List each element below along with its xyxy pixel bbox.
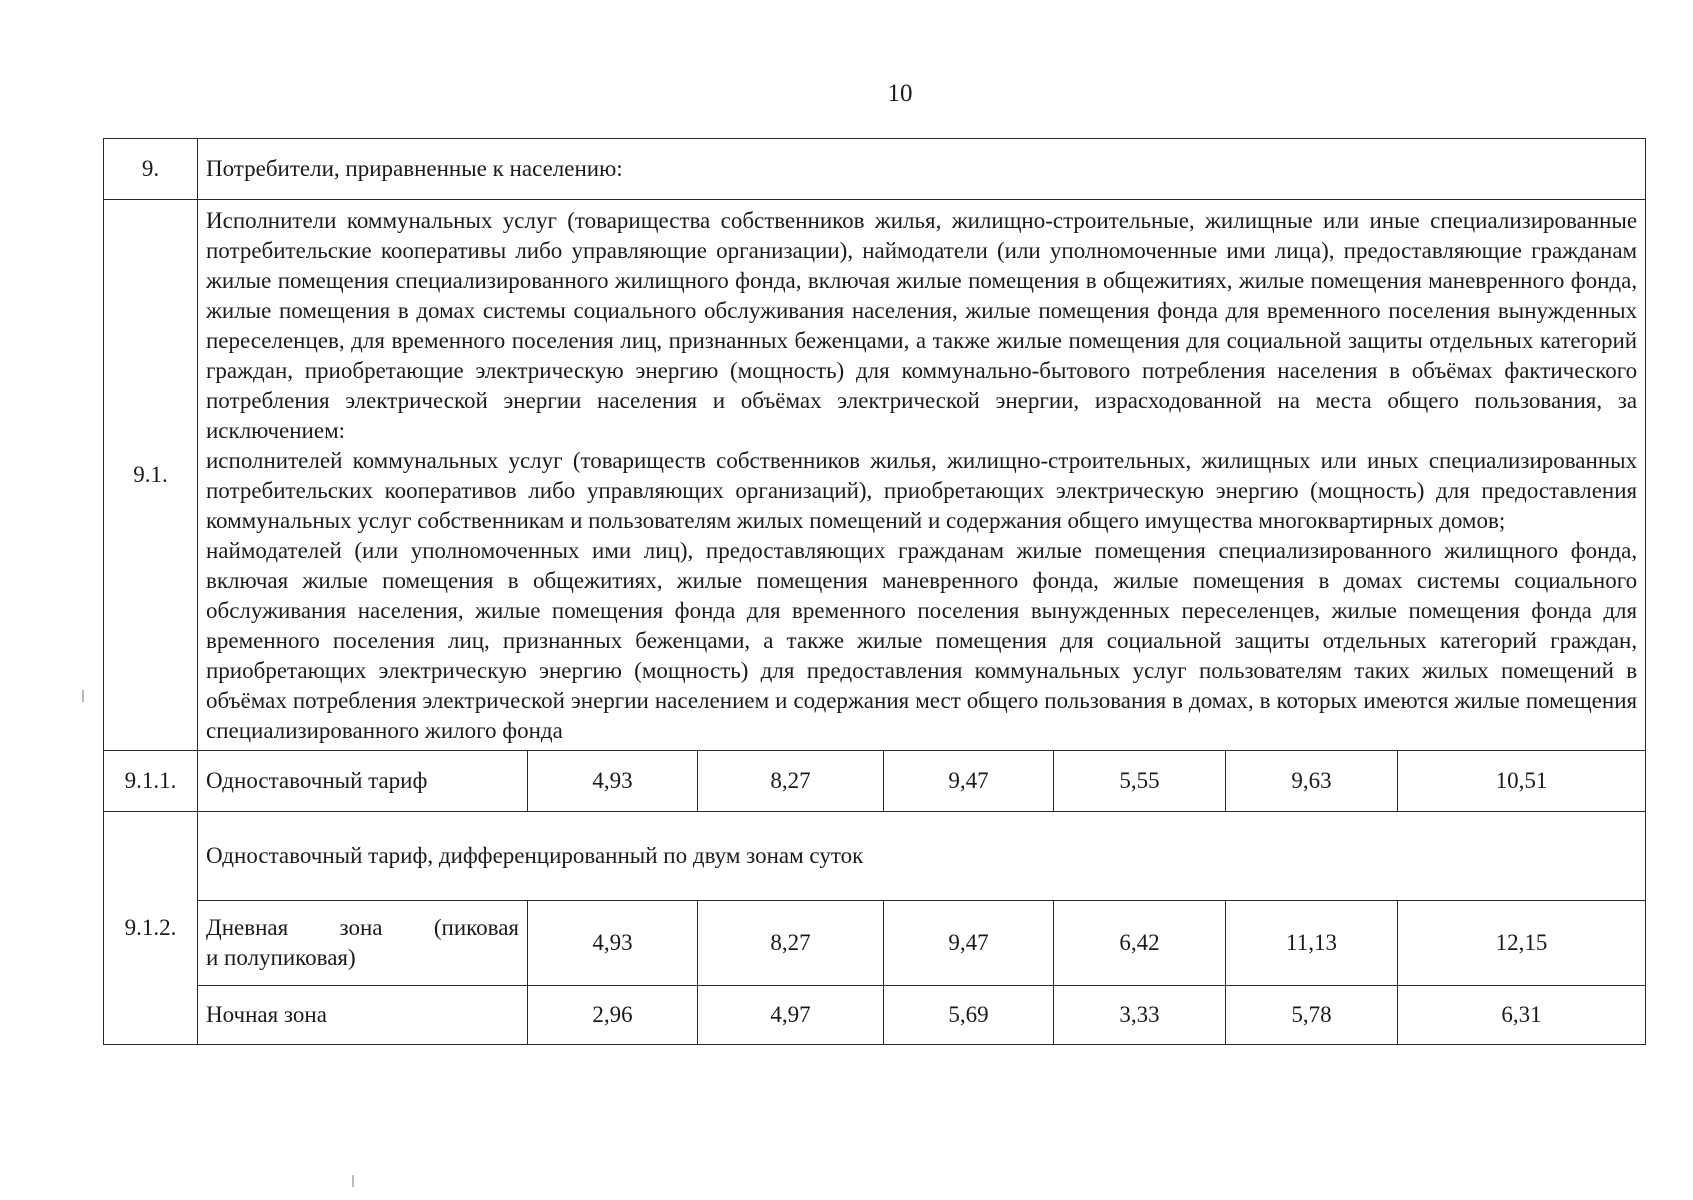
tariff-value: 5,78 [1226,986,1398,1045]
day-zone-label [198,901,528,986]
tariff-label: Одноставочный тариф [198,751,528,812]
day-zone-label-line: Дневная зона (пиковая [206,915,519,940]
tariff-value: 9,47 [884,901,1054,986]
tariff-value: 8,27 [698,751,884,812]
tariff-value: 4,93 [528,901,698,986]
row-number: 9.1. [104,200,198,751]
row-number: 9.1.2. [104,812,198,1045]
row-number: 9.1.1. [104,751,198,812]
tariff-value: 9,47 [884,751,1054,812]
table-row-9-1-2-header [104,812,1646,901]
page-number: 10 [887,80,913,107]
tariff-value: 11,13 [1226,901,1398,986]
tariff-value: 8,27 [698,901,884,986]
tariff-value: 2,96 [528,986,698,1045]
tariff-value: 6,31 [1398,986,1646,1045]
scan-artifact [352,1175,354,1187]
tariff-value: 9,63 [1226,751,1398,812]
tariff-value: 6,42 [1054,901,1226,986]
tariff-value: 3,33 [1054,986,1226,1045]
tariff-value: 10,51 [1398,751,1646,812]
table-row-day-zone [104,901,1646,986]
table-row-9 [104,139,1646,200]
consumer-description [198,200,1646,751]
table-row-9-1 [104,200,1646,751]
tariff-value: 5,69 [884,986,1054,1045]
night-zone-label: Ночная зона [198,986,528,1045]
day-zone-label-line: и полупиковая) [206,945,356,970]
tariff-value: 4,93 [528,751,698,812]
description-paragraph: исполнителей коммунальных услуг (товариществ собственников жилья, жилищно-строительных, жилищных или иных специализированных потребительских кооперативов либо управляющих организаций), приобретающих электрическую энергию (мощность) для предоставления коммунальных услуг собственникам и пользователям жилых помещений и содержания общего имущества многоквартирных домов; [206,448,1638,533]
tariff-table [103,138,1646,1045]
row-title: Потребители, приравненные к населению: [198,139,1646,200]
tariff-value: 5,55 [1054,751,1226,812]
row-number: 9. [104,139,198,200]
tariff-value: 4,97 [698,986,884,1045]
scan-artifact [82,690,84,702]
description-paragraph: наймодателей (или уполномоченных ими лиц), предоставляющих гражданам жилые помещения специализированного жилищного фонда, включая жилые помещения в общежитиях, жилые помещения маневренного фонда, жилые помещения в домах системы социального обслуживания населения, жилые помещения фонда для временного поселения вынужденных переселенцев, жилые помещения фонда для временного поселения лиц, признанных беженцами, а также жилые помещения для социальной защиты отдельных категорий граждан, приобретающих электрическую энергию (мощность) для предоставления коммунальных услуг пользователям таких жилых помещений в объёмах потребления электрической энергии населением и содержания мест общего пользования в домах, в которых имеются жилые помещения специализированного жилого фонда [206,538,1638,743]
description-paragraph: Исполнители коммунальных услуг (товарищества собственников жилья, жилищно-строительные, жилищные или иные специализированные потребительские кооперативы либо управляющие организации), наймодатели (или уполномоченные ими лица), предоставляющие гражданам жилые помещения специализированного жилищного фонда, включая жилые помещения в общежитиях, жилые помещения маневренного фонда, жилые помещения в домах системы социального обслуживания населения, жилые помещения фонда для временного поселения вынужденных переселенцев, для временного поселения лиц, признанных беженцами, а также жилые помещения для социальной защиты отдельных категорий граждан, приобретающие электрическую энергию (мощность) для коммунально-бытового потребления населения в объёмах фактического потребления электрической энергии населения и объёмах электрической энергии, израсходованной на места общего пользования, за исключением: [206,208,1638,443]
zone-tariff-header: Одноставочный тариф, дифференцированный по двум зонам суток [198,812,1646,901]
tariff-value: 12,15 [1398,901,1646,986]
table-row-night-zone [104,986,1646,1045]
table-row-9-1-1 [104,751,1646,812]
